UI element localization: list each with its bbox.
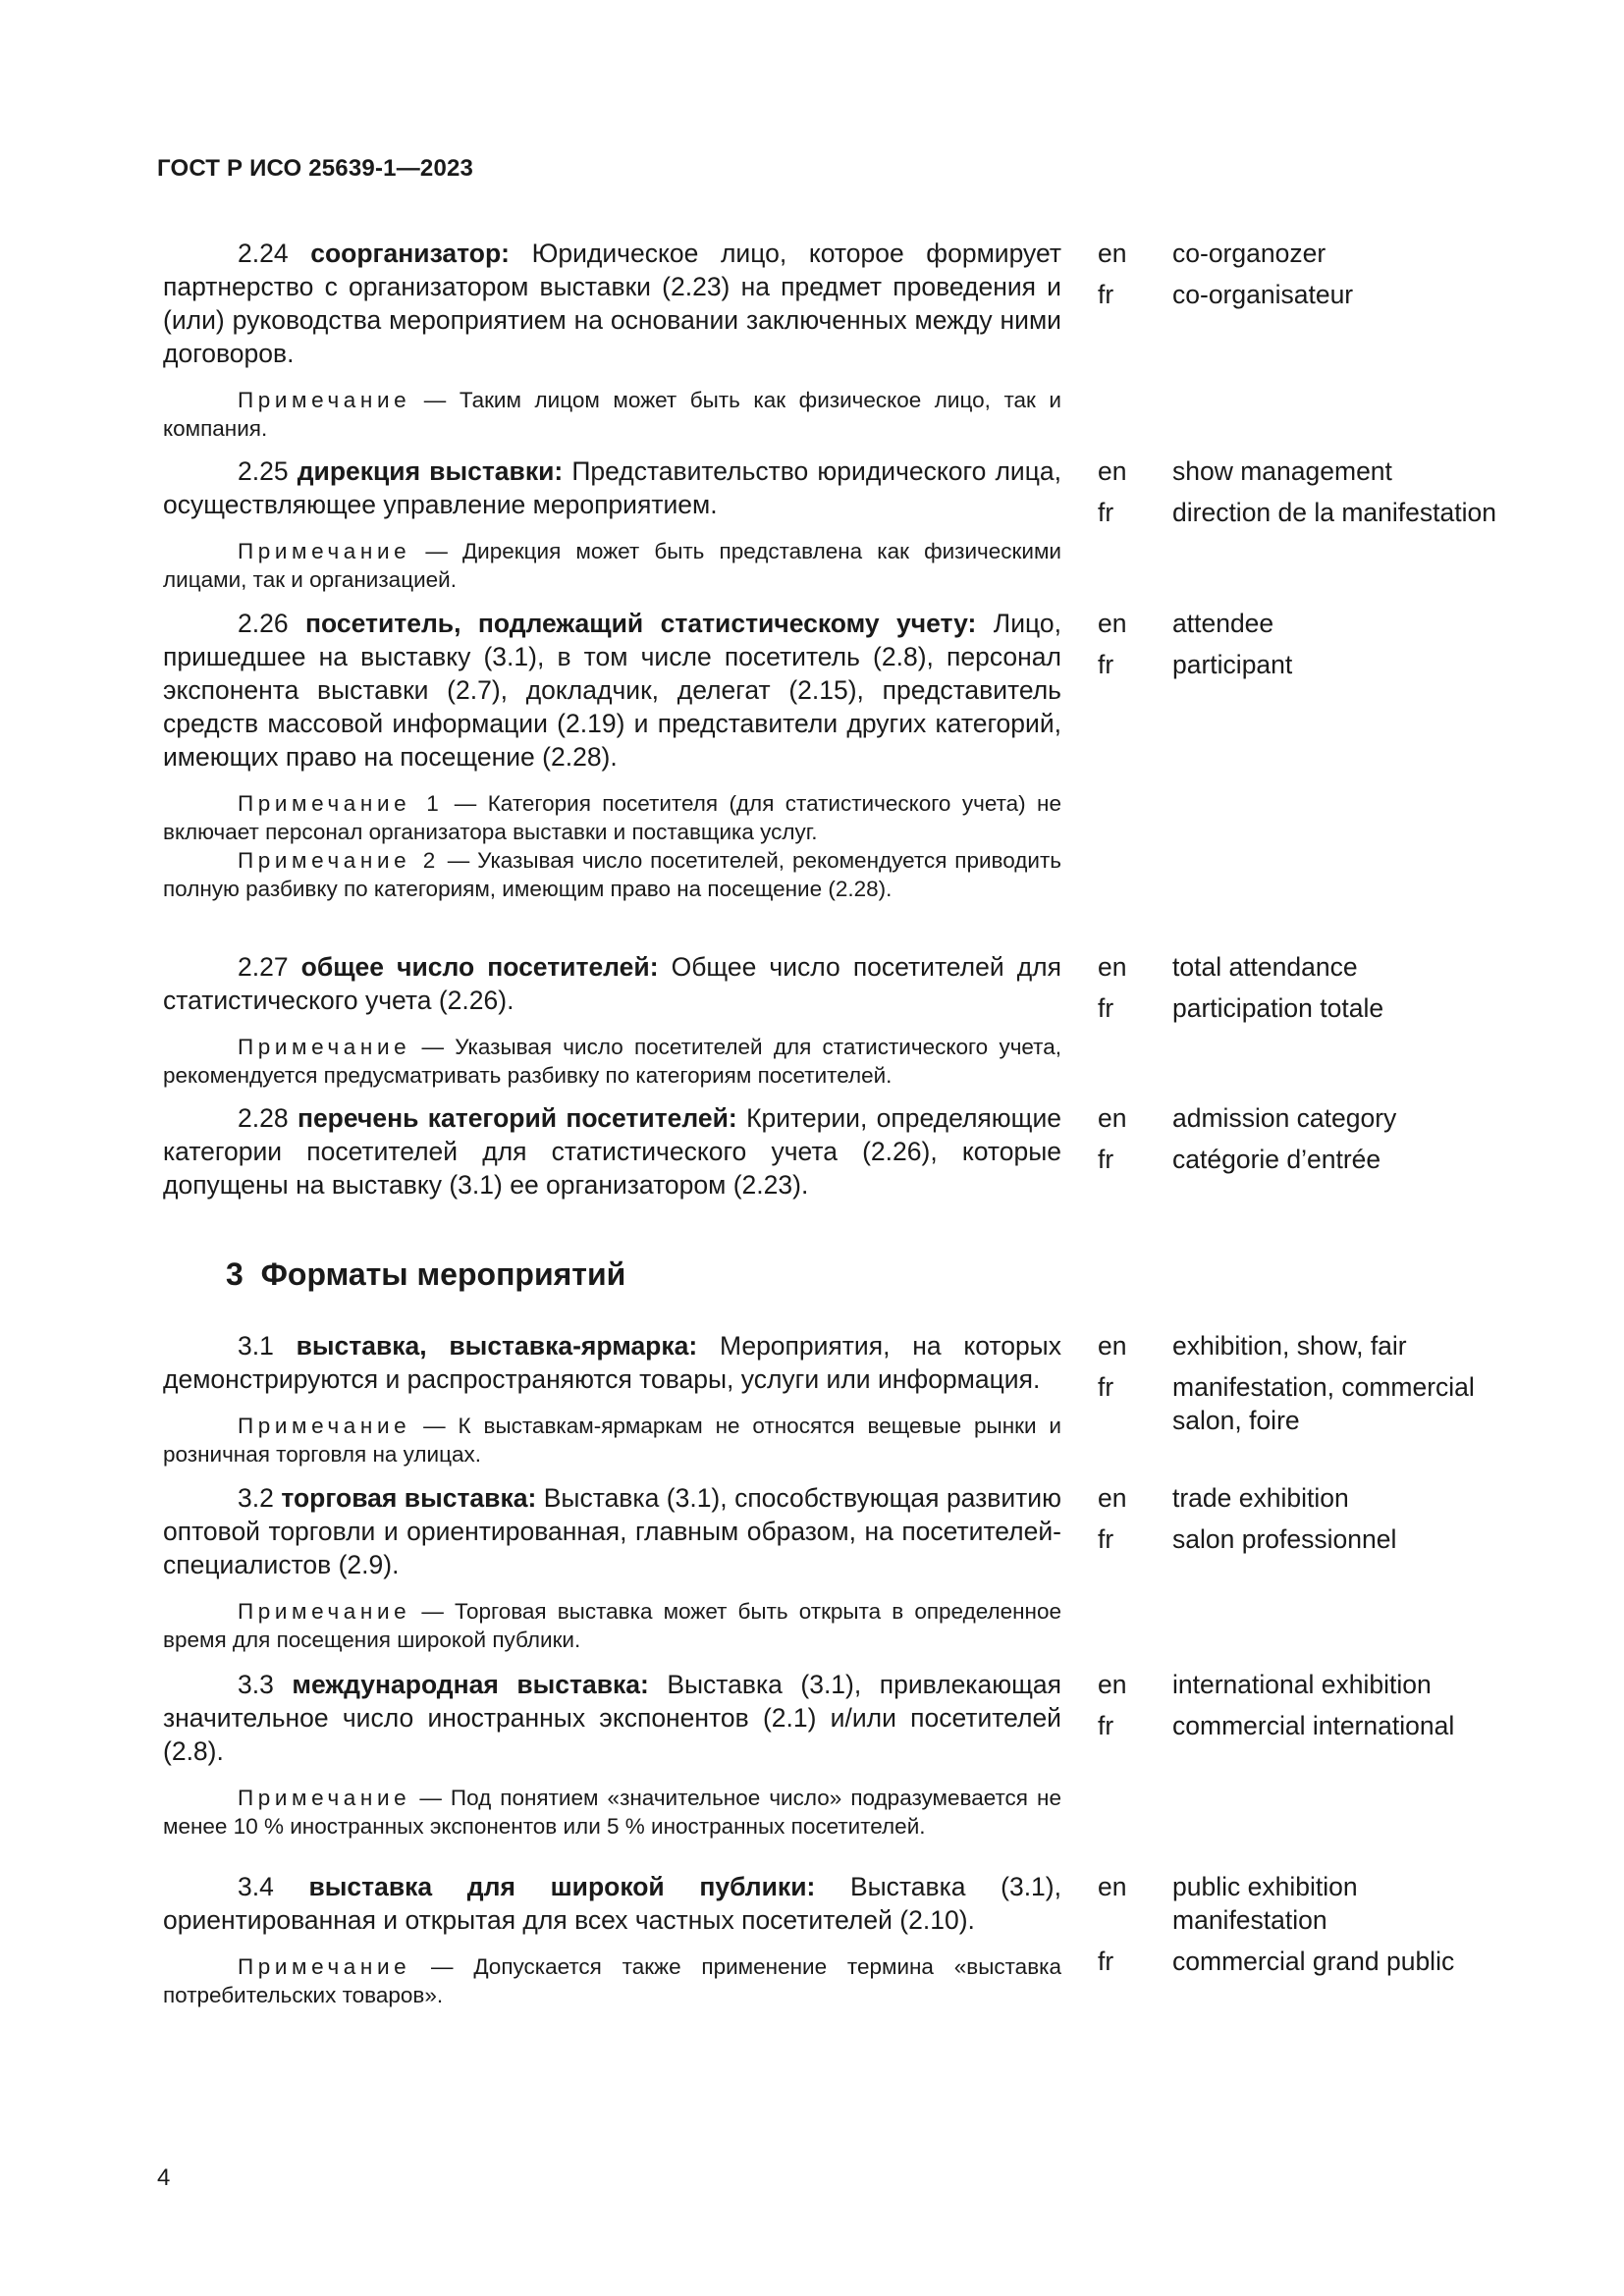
- note: Примечание — Таким лицом может быть как физическое лицо, так и компания.: [163, 388, 1061, 441]
- french-equivalent: manifestation, commercial salon, foire: [1172, 1372, 1475, 1435]
- lang-code-en: en: [1098, 952, 1127, 982]
- english-equivalent: admission category: [1172, 1103, 1397, 1133]
- document-header: ГОСТ Р ИСО 25639-1—2023: [157, 155, 474, 182]
- note: Примечание 1 — Категория посетителя (для статистического учета) не включает персонал организатора выставки и поставщика услуг.: [163, 791, 1061, 844]
- french-equivalent: participant: [1172, 650, 1293, 679]
- lang-code-en: en: [1098, 609, 1127, 638]
- lang-code-en: en: [1098, 1872, 1127, 1901]
- lang-code-en: en: [1098, 1483, 1127, 1513]
- lang-code-fr: fr: [1098, 498, 1114, 527]
- lang-code-fr: fr: [1098, 1524, 1114, 1554]
- note: Примечание — Под понятием «значительное число» подразумевается не менее 10 % иностранных экспонентов или 5 % иностранных посетителей.: [163, 1786, 1061, 1839]
- lang-code-fr: fr: [1098, 993, 1114, 1023]
- lang-code-fr: fr: [1098, 1711, 1114, 1740]
- english-equivalent: exhibition, show, fair: [1172, 1331, 1407, 1361]
- definition: 2.24 соорганизатор: Юридическое лицо, которое формирует партнерство с организатором выставки (2.23) на предмет проведения и (или) руководства мероприятием на основании заключенных между ними договоров.: [163, 239, 1061, 368]
- french-equivalent: catégorie d’entrée: [1172, 1145, 1381, 1174]
- note: Примечание — Указывая число посетителей для статистического учета, рекомендуется предусматривать разбивку по категориям посетителей.: [163, 1035, 1061, 1088]
- english-equivalent: co-organozer: [1172, 239, 1326, 268]
- lang-code-fr: fr: [1098, 650, 1114, 679]
- lang-code-fr: fr: [1098, 1372, 1114, 1402]
- page-number: 4: [157, 2164, 171, 2191]
- lang-code-en: en: [1098, 1331, 1127, 1361]
- english-equivalent: international exhibition: [1172, 1670, 1432, 1699]
- section-heading: 3 Форматы мероприятий: [226, 1256, 626, 1292]
- french-equivalent: commercial international: [1172, 1711, 1455, 1740]
- definition: 3.3 международная выставка: Выставка (3.1), привлекающая значительное число иностранных экспонентов (2.1) и/или посетителей (2.8).: [163, 1670, 1061, 1766]
- lang-code-fr: fr: [1098, 280, 1114, 309]
- definition: 2.27 общее число посетителей: Общее число посетителей для статистического учета (2.26).: [163, 952, 1061, 1015]
- french-equivalent: co-organisateur: [1172, 280, 1354, 309]
- english-equivalent: show management: [1172, 456, 1392, 486]
- note: Примечание — Дирекция может быть представлена как физическими лицами, так и организацией.: [163, 539, 1061, 592]
- definition: 2.26 посетитель, подлежащий статистическому учету: Лицо, пришедшее на выставку (3.1), в том числе посетитель (2.8), персонал экспонента выставки (2.7), докладчик, делегат (2.15), представитель средств массовой информации (2.19) и представители других категорий, имеющих право на посещение (2.28).: [163, 609, 1061, 772]
- lang-code-fr: fr: [1098, 1145, 1114, 1174]
- note: Примечание — Торговая выставка может быть открыта в определенное время для посещения широкой публики.: [163, 1599, 1061, 1652]
- definition: 3.2 торговая выставка: Выставка (3.1), способствующая развитию оптовой торговли и ориентированная, главным образом, на посетителей-специалистов (2.9).: [163, 1483, 1061, 1579]
- english-equivalent: attendee: [1172, 609, 1274, 638]
- french-equivalent: commercial grand public: [1172, 1947, 1455, 1976]
- lang-code-en: en: [1098, 239, 1127, 268]
- french-equivalent: salon professionnel: [1172, 1524, 1397, 1554]
- definition: 3.4 выставка для широкой публики: Выставка (3.1), ориентированная и открытая для всех частных посетителей (2.10).: [163, 1872, 1061, 1935]
- english-equivalent: trade exhibition: [1172, 1483, 1349, 1513]
- definition: 3.1 выставка, выставка-ярмарка: Мероприятия, на которых демонстрируются и распространяются товары, услуги или информация.: [163, 1331, 1061, 1394]
- lang-code-en: en: [1098, 1670, 1127, 1699]
- definition: 2.25 дирекция выставки: Представительство юридического лица, осуществляющее управление мероприятием.: [163, 456, 1061, 519]
- lang-code-en: en: [1098, 456, 1127, 486]
- english-equivalent: public exhibition manifestation: [1172, 1872, 1358, 1935]
- definition: 2.28 перечень категорий посетителей: Критерии, определяющие категории посетителей для статистического учета (2.26), которые допущены на выставку (3.1) ее организатором (2.23).: [163, 1103, 1062, 1200]
- french-equivalent: direction de la manifestation: [1172, 498, 1496, 527]
- lang-code-en: en: [1098, 1103, 1127, 1133]
- note: Примечание — Допускается также применение термина «выставка потребительских товаров».: [163, 1954, 1061, 2007]
- french-equivalent: participation totale: [1172, 993, 1384, 1023]
- english-equivalent: total attendance: [1172, 952, 1358, 982]
- note: Примечание 2 — Указывая число посетителей, рекомендуется приводить полную разбивку по категориям, имеющим право на посещение (2.28).: [163, 848, 1061, 901]
- lang-code-fr: fr: [1098, 1947, 1114, 1976]
- note: Примечание — К выставкам-ярмаркам не относятся вещевые рынки и розничная торговля на улицах.: [163, 1414, 1061, 1467]
